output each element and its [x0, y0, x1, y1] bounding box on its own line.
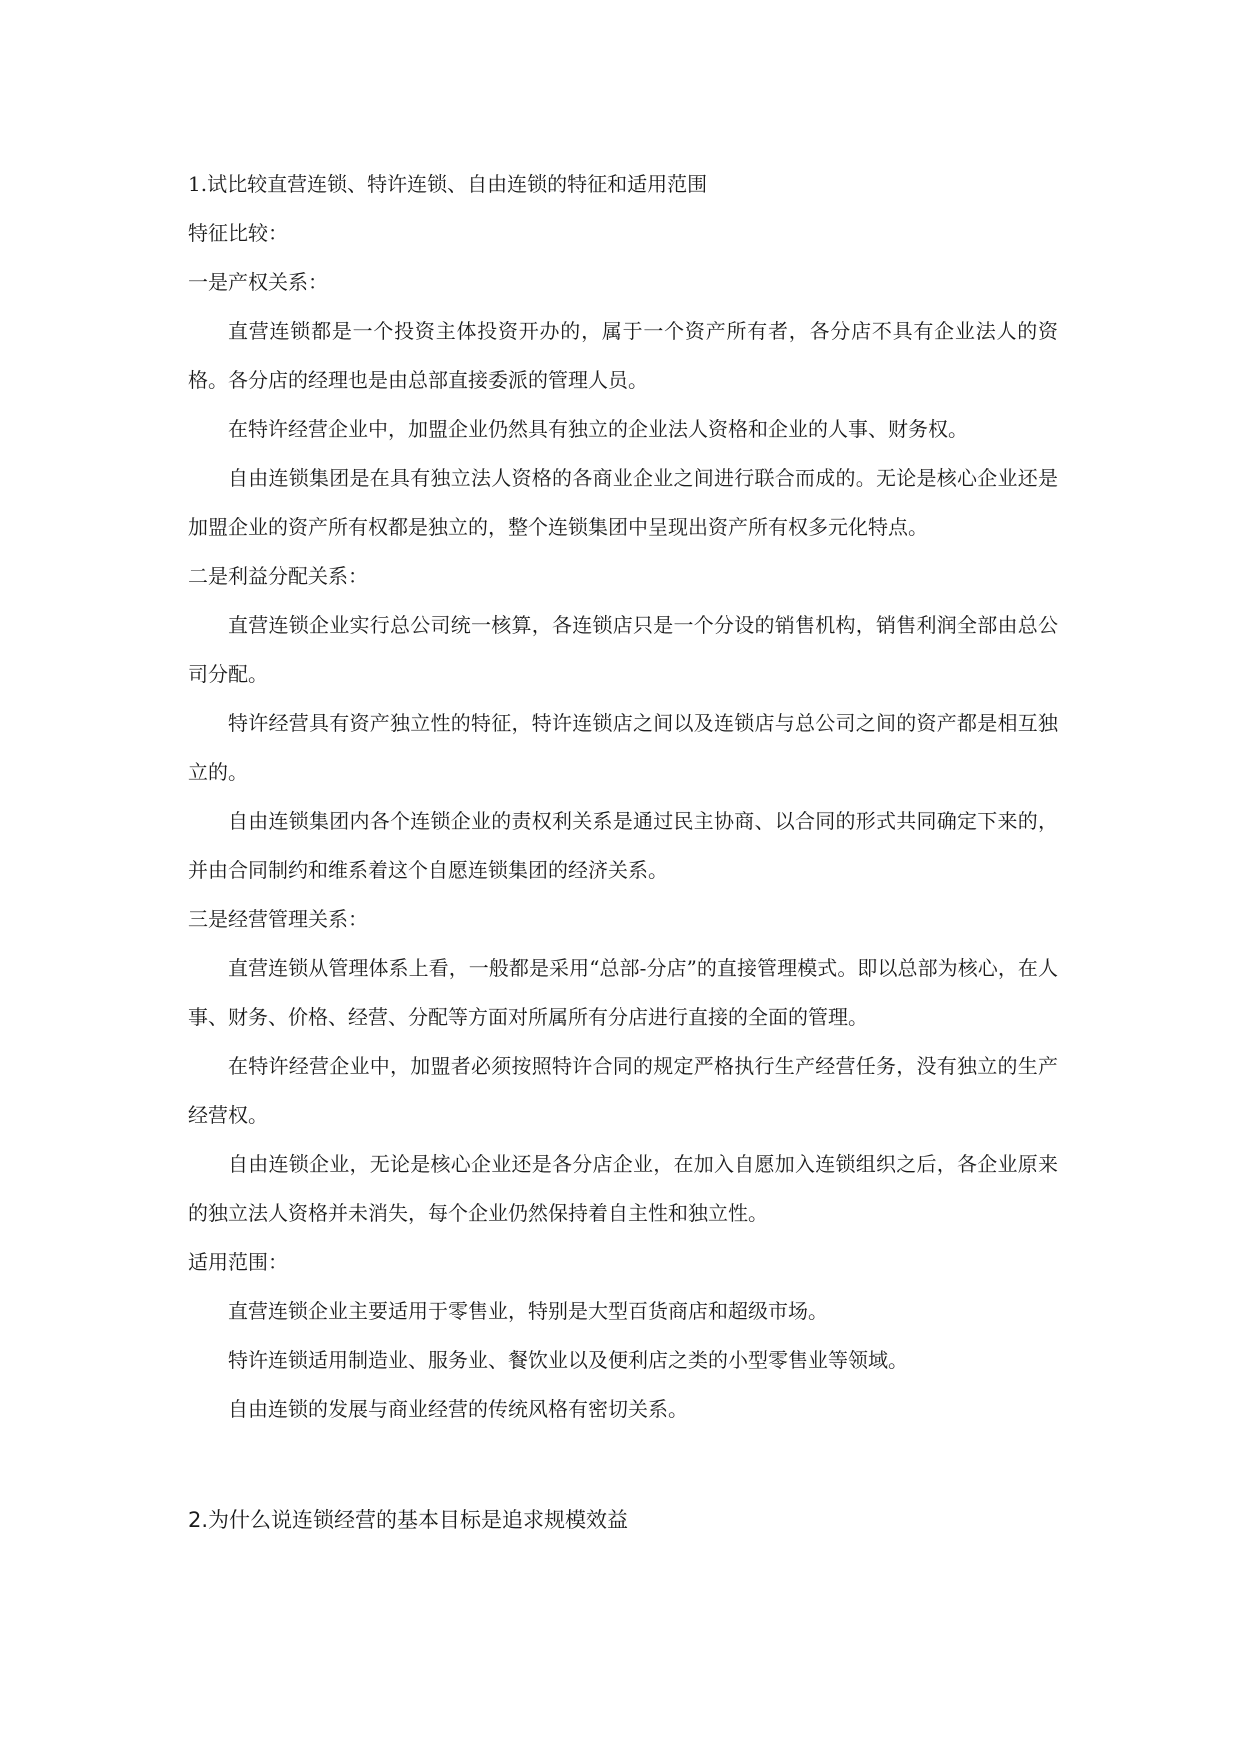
paragraph: 自由连锁集团是在具有独立法人资格的各商业企业之间进行联合而成的。无论是核心企业还是加盟企业的资产所有权都是独立的，整个连锁集团中呈现出资产所有权多元化特点。: [188, 466, 1058, 539]
section-heading: 一是产权关系：: [188, 270, 328, 294]
section-heading: 二是利益分配关系：: [188, 564, 368, 588]
paragraph: 自由连锁企业，无论是核心企业还是各分店企业，在加入自愿加入连锁组织之后，各企业原来的独立法人资格并未消失，每个企业仍然保持着自主性和独立性。: [188, 1152, 1058, 1225]
paragraph: 特许经营具有资产独立性的特征，特许连锁店之间以及连锁店与总公司之间的资产都是相互独立的。: [188, 711, 1058, 784]
paragraph: 直营连锁企业实行总公司统一核算，各连锁店只是一个分设的销售机构，销售利润全部由总公司分配。: [188, 613, 1058, 686]
paragraph: 自由连锁的发展与商业经营的传统风格有密切关系。: [228, 1397, 688, 1421]
paragraph: 直营连锁都是一个投资主体投资开办的，属于一个资产所有者，各分店不具有企业法人的资格。各分店的经理也是由总部直接委派的管理人员。: [188, 319, 1058, 392]
paragraph: 直营连锁从管理体系上看，一般都是采用“总部-分店”的直接管理模式。即以总部为核心，在人事、财务、价格、经营、分配等方面对所属所有分店进行直接的全面的管理。: [188, 956, 1058, 1029]
paragraph: 在特许经营企业中，加盟企业仍然具有独立的企业法人资格和企业的人事、财务权。: [228, 417, 968, 441]
paragraph: 直营连锁企业主要适用于零售业，特别是大型百货商店和超级市场。: [228, 1299, 828, 1323]
question-1-title: 1.试比较直营连锁、特许连锁、自由连锁的特征和适用范围: [188, 172, 708, 196]
paragraph: 自由连锁集团内各个连锁企业的责权利关系是通过民主协商、以合同的形式共同确定下来的，并由合同制约和维系着这个自愿连锁集团的经济关系。: [188, 809, 1058, 882]
scope-heading: 适用范围：: [188, 1250, 288, 1274]
features-heading: 特征比较：: [188, 221, 288, 245]
document-body: [188, 160, 1058, 1545]
question-2-title: 2.为什么说连锁经营的基本目标是追求规模效益: [188, 1508, 629, 1532]
paragraph: 特许连锁适用制造业、服务业、餐饮业以及便利店之类的小型零售业等领域。: [228, 1348, 908, 1372]
paragraph: 在特许经营企业中，加盟者必须按照特许合同的规定严格执行生产经营任务，没有独立的生产经营权。: [188, 1054, 1058, 1127]
section-spacer: [188, 1434, 1058, 1496]
section-heading: 三是经营管理关系：: [188, 907, 368, 931]
